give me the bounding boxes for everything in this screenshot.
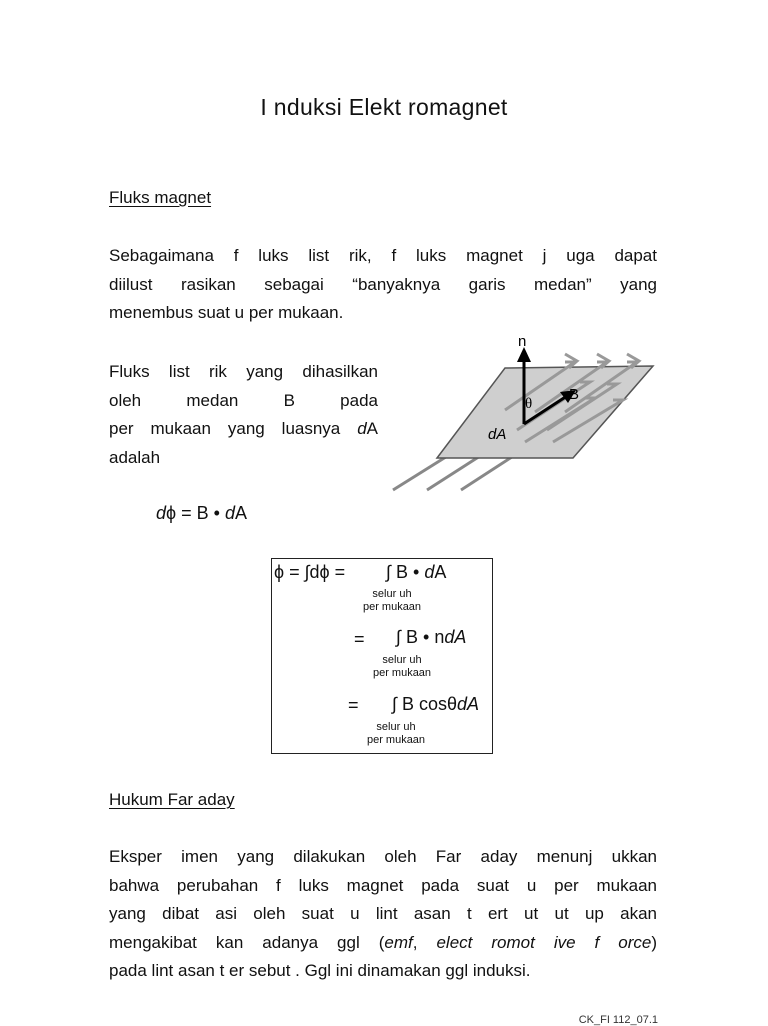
label-b: B — [569, 386, 580, 403]
formula-row2-rhs — [396, 627, 466, 648]
math-dot: • — [213, 503, 220, 523]
paragraph-fluks-listrik — [109, 358, 378, 472]
paragraph-faraday — [109, 843, 657, 986]
paragraph-line: Fluks list rik yang dihasilkan — [109, 362, 378, 381]
paragraph-text: ) — [651, 932, 658, 952]
paragraph-text: mengakibat kan adanya ggl ( — [109, 932, 385, 952]
paragraph-line: Sebagaimana f luks list rik, f luks magnet j uga dapat — [109, 246, 657, 265]
paragraph-fluks-intro — [109, 242, 657, 328]
subscript-line: selur uh — [382, 654, 422, 666]
formula-row2-eq: = — [354, 629, 365, 649]
paragraph-line: adalah — [109, 447, 161, 467]
paragraph-line — [109, 929, 657, 958]
subscript-line: per mukaan — [362, 601, 422, 613]
paragraph-line: diilust rasikan sebagai “banyaknya garis medan” yang — [109, 274, 657, 294]
paragraph-text: per mukaan yang luasnya — [109, 419, 358, 438]
integral-sign: ∫ — [386, 562, 391, 582]
paragraph-line: yang dibat asi oleh suat u lint asan t ert ut ut up akan — [109, 904, 657, 923]
math-bcos: B cosθ — [401, 694, 457, 714]
paragraph-line: oleh medan B pada — [109, 390, 378, 410]
formula-dphi — [156, 503, 247, 524]
formula-row1-rhs — [386, 562, 446, 583]
subscript-line: per mukaan — [372, 667, 432, 679]
math-phi: ϕ — [166, 503, 177, 523]
page-title: I nduksi Elekt romagnet — [260, 94, 508, 120]
italic-emf-full: elect romot ive f orce — [436, 932, 652, 952]
paragraph-text: A — [366, 419, 378, 438]
section-heading-fluks: Fluks magnet — [109, 188, 212, 207]
math-eq: = B — [176, 503, 209, 523]
integral-sign: ∫ — [392, 694, 397, 714]
math-da: dA — [444, 627, 467, 647]
flux-surface-diagram — [385, 330, 665, 500]
math-a: A — [434, 562, 447, 582]
subscript-line: selur uh — [372, 588, 412, 600]
label-da: dA — [488, 426, 507, 443]
formula-row3-rhs — [392, 694, 479, 715]
math-d: d — [156, 503, 167, 523]
paragraph-line: menembus suat u per mukaan. — [109, 303, 344, 322]
paragraph-text: , — [412, 932, 437, 952]
formula-box — [271, 558, 493, 754]
section-heading-faraday: Hukum Far aday — [109, 790, 235, 809]
paragraph-line: bahwa perubahan f luks magnet pada suat u per mukaan — [109, 875, 657, 895]
math-b: B — [405, 627, 418, 647]
math-a: A — [235, 503, 248, 523]
math-n: n — [434, 627, 445, 647]
integral-subscript — [362, 654, 442, 680]
subscript-line: per mukaan — [366, 734, 426, 746]
paragraph-line: Eksper imen yang dilakukan oleh Far aday menunj ukkan — [109, 847, 657, 866]
page-footer-code: CK_FI 112_07.1 — [578, 1014, 658, 1026]
math-dot: • — [422, 627, 430, 647]
math-da: dA — [456, 694, 480, 714]
formula-row1-lhs: ϕ = ∫dϕ = — [274, 562, 346, 582]
paragraph-line — [109, 415, 378, 444]
integral-subscript — [352, 588, 432, 614]
label-theta: θ — [525, 396, 533, 412]
integral-sign: ∫ — [396, 627, 401, 647]
label-n: n — [518, 333, 527, 350]
paragraph-line: pada lint asan t er sebut . Ggl ini dinamakan ggl induksi. — [109, 961, 531, 980]
italic-emf: emf — [384, 932, 413, 952]
math-d: d — [424, 562, 435, 582]
subscript-line: selur uh — [376, 721, 416, 733]
math-dot: • — [412, 562, 420, 582]
integral-subscript — [356, 721, 436, 747]
italic-d: d — [357, 419, 367, 438]
formula-row3-eq: = — [348, 695, 359, 715]
math-b: B — [395, 562, 408, 582]
math-d: d — [224, 503, 235, 523]
